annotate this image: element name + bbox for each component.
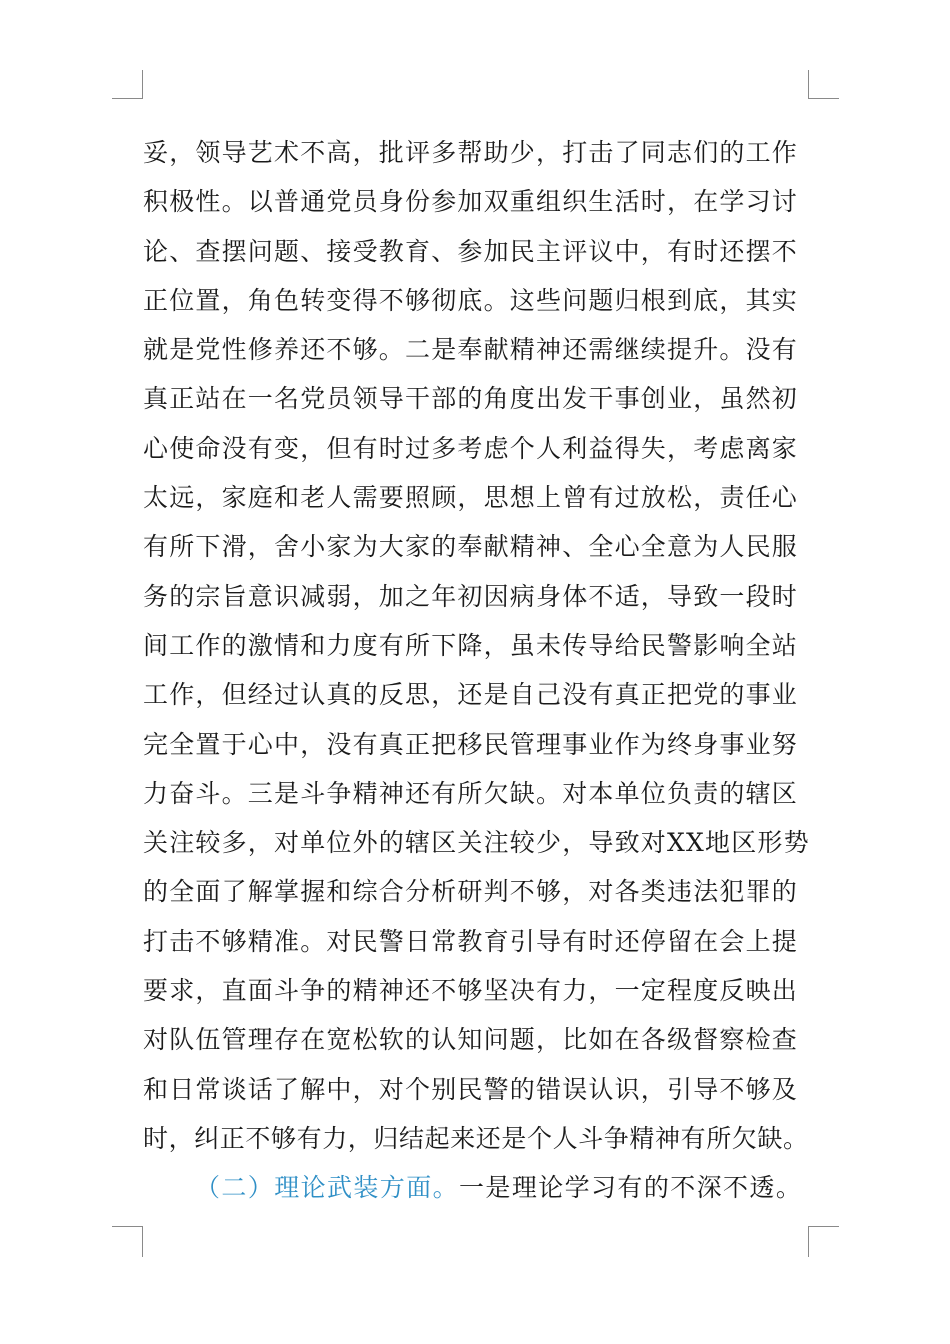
text-line-8: 太远，家庭和老人需要照顾，思想上曾有过放松，责任心	[143, 483, 799, 513]
text-line-2: 积极性。以普通党员身份参加双重组织生活时，在学习讨	[143, 187, 799, 217]
crop-mark-bottom-left	[112, 1226, 143, 1257]
text-line-14: 力奋斗。三是斗争精神还有所欠缺。对本单位负责的辖区	[143, 778, 799, 808]
crop-mark-top-left	[112, 70, 143, 99]
crop-mark-bottom-right	[808, 1226, 839, 1257]
text-line-7: 心使命没有变，但有时过多考虑个人利益得失，考虑离家	[143, 433, 799, 463]
section-heading: （二）理论武装方面。	[195, 1173, 460, 1203]
text-line-13: 完全置于心中，没有真正把移民管理事业作为终身事业努	[143, 729, 799, 759]
text-line-6: 真正站在一名党员领导干部的角度出发干事创业，虽然初	[143, 384, 799, 414]
text-line-21: 时，纠正不够有力，归结起来还是个人斗争精神有所欠缺。	[143, 1123, 809, 1153]
text-line-17: 打击不够精准。对民警日常教育引导有时还停留在会上提	[143, 926, 799, 956]
text-line-4: 正位置，角色转变得不够彻底。这些问题归根到底，其实	[143, 285, 799, 315]
text-line-9: 有所下滑，舍小家为大家的奉献精神、全心全意为人民服	[143, 532, 799, 562]
text-line-5: 就是党性修养还不够。二是奉献精神还需继续提升。没有	[143, 335, 799, 365]
crop-mark-top-right	[808, 70, 839, 99]
section-text: 一是理论学习有的不深不透。	[459, 1173, 803, 1203]
text-line-19: 对队伍管理存在宽松软的认知问题，比如在各级督察检查	[143, 1025, 799, 1055]
section-line	[143, 1163, 813, 1212]
document-body	[143, 128, 813, 1213]
text-line-15: 关注较多，对单位外的辖区关注较少，导致对XX地区形势	[143, 828, 810, 858]
text-line-12: 工作，但经过认真的反思，还是自己没有真正把党的事业	[143, 680, 799, 710]
text-line-16: 的全面了解掌握和综合分析研判不够，对各类违法犯罪的	[143, 877, 799, 907]
text-line-18: 要求，直面斗争的精神还不够坚决有力，一定程度反映出	[143, 976, 799, 1006]
text-line-20: 和日常谈话了解中，对个别民警的错误认识，引导不够及	[143, 1074, 799, 1104]
text-line-1: 妥，领导艺术不高，批评多帮助少，打击了同志们的工作	[143, 138, 799, 167]
text-line-3: 论、查摆问题、接受教育、参加民主评议中，有时还摆不	[143, 236, 799, 266]
text-line-10: 务的宗旨意识减弱，加之年初因病身体不适，导致一段时	[143, 581, 799, 611]
text-line-11: 间工作的激情和力度有所下降，虽未传导给民警影响全站	[143, 630, 799, 660]
